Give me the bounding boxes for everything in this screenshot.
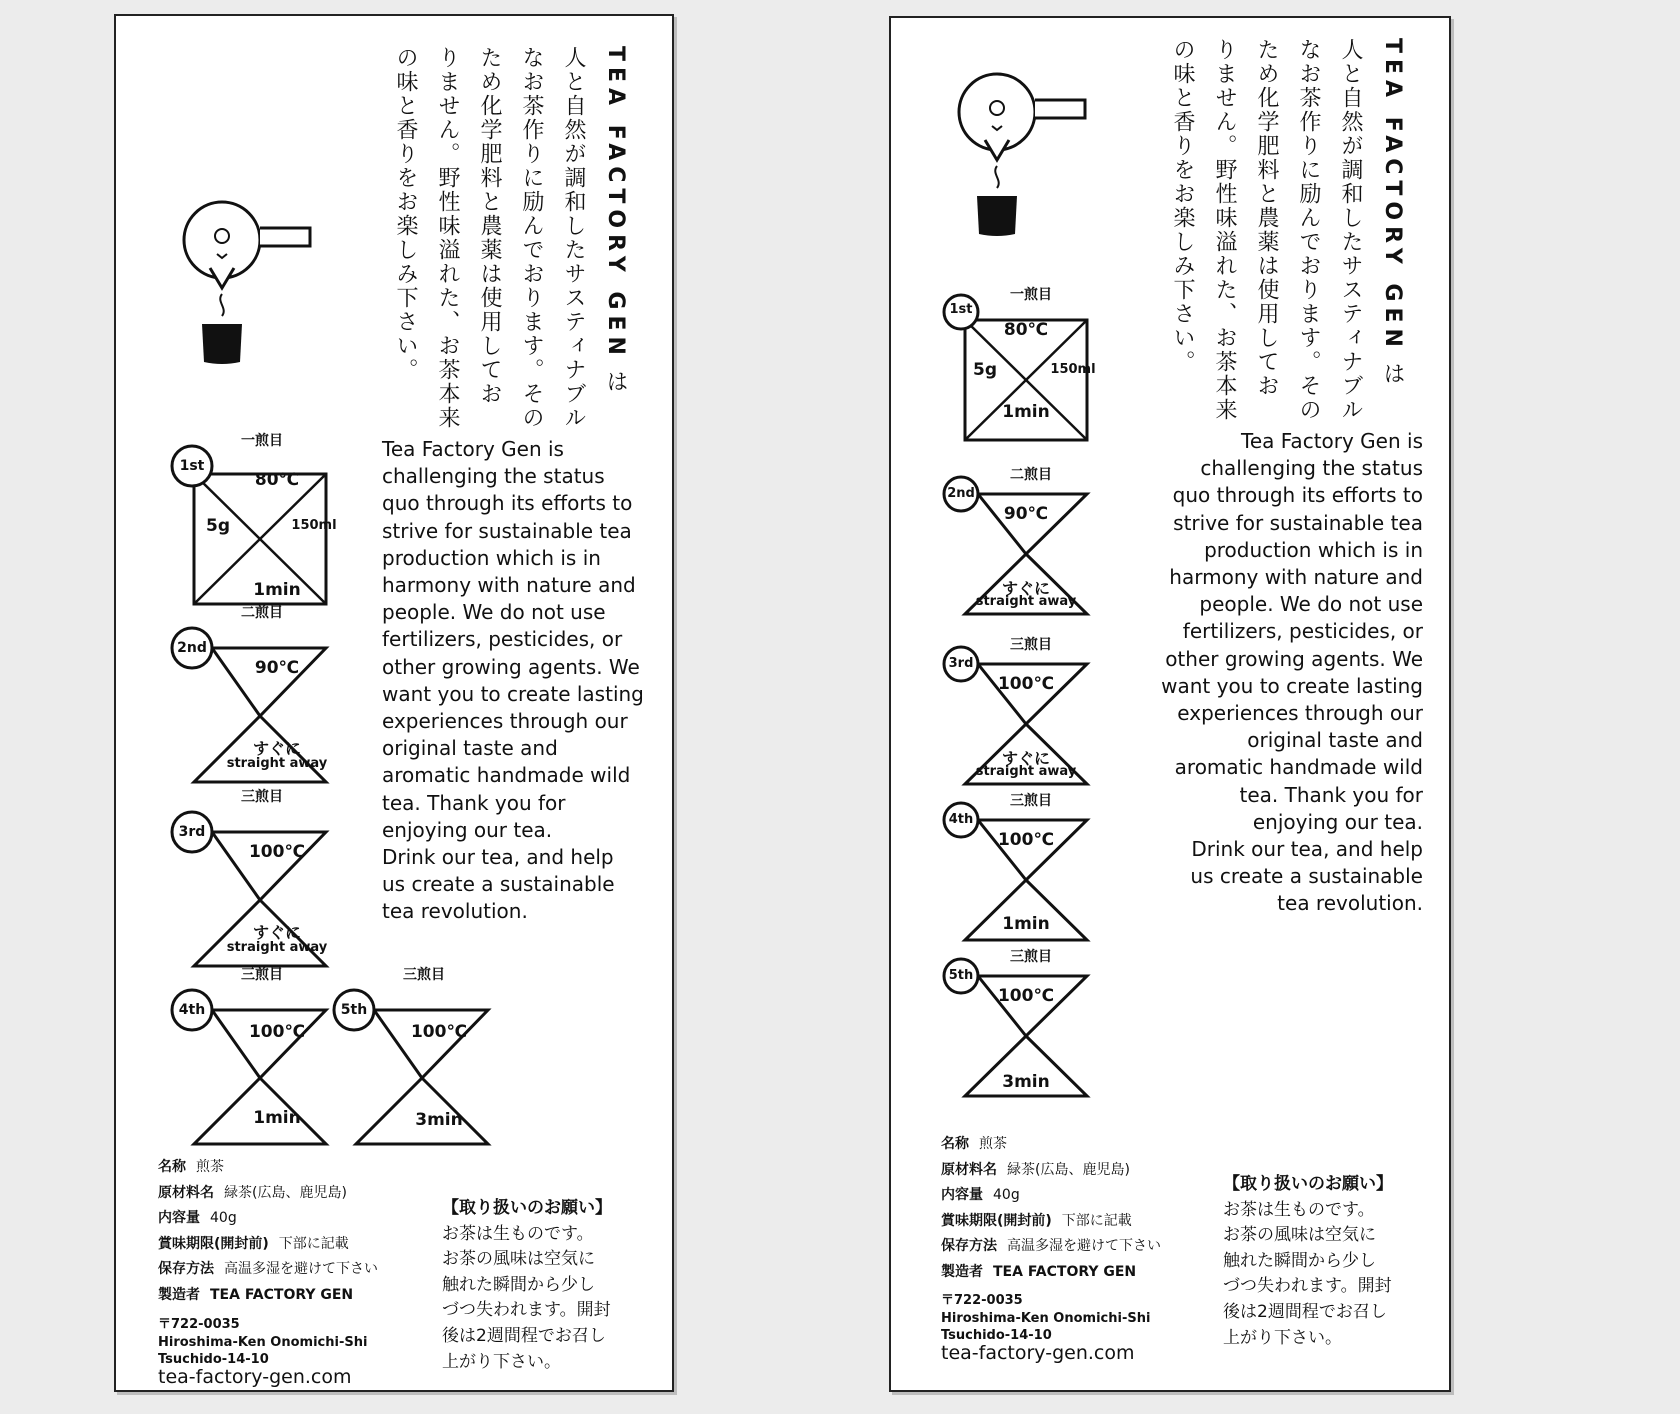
- handling-line: 上がり下さい。: [1223, 1327, 1342, 1348]
- step-infusion-label: 三煎目: [1010, 793, 1052, 809]
- teapot-pouring-icon: [182, 196, 322, 386]
- step-time-en: straight away: [226, 756, 328, 771]
- brew-step-3: [172, 789, 337, 960]
- spec-key: 賞味期限(開封前): [941, 1212, 1052, 1229]
- handling-line: 後は2週間程でお召し: [442, 1325, 606, 1346]
- jp-line: なお茶作りに励んでおります。その: [519, 46, 544, 430]
- step-time-en: straight away: [975, 764, 1077, 779]
- en-line: challenging the status: [1200, 456, 1423, 481]
- label-card-right: [889, 16, 1451, 1392]
- spec-value: 下部に記載: [1061, 1212, 1132, 1229]
- en-line: Drink our tea, and help: [1191, 837, 1423, 862]
- spec-value: TEA FACTORY GEN: [210, 1286, 354, 1303]
- address-zip: 〒722-0035: [941, 1293, 1023, 1308]
- en-line: tea. Thank you for: [1239, 782, 1423, 807]
- handling-line: 触れた瞬間から少し: [442, 1274, 595, 1295]
- teapot-pouring-icon: [957, 68, 1097, 258]
- step-temperature: 100℃: [997, 830, 1055, 850]
- spec-key: 製造者: [941, 1263, 983, 1280]
- address-line: Hiroshima-Ken Onomichi-Shi: [941, 1310, 1151, 1326]
- brew-step-1: [943, 287, 1108, 450]
- spec-key: 保存方法: [158, 1261, 214, 1278]
- spec-value: 下部に記載: [278, 1235, 349, 1252]
- jp-line: ため化学肥料と農薬は使用してお: [477, 46, 502, 406]
- spec-value: TEA FACTORY GEN: [993, 1263, 1137, 1280]
- address-line: Tsuchido-14-10: [941, 1328, 1052, 1343]
- en-line: original taste and: [1247, 728, 1423, 753]
- en-line: strive for sustainable tea: [1173, 510, 1423, 535]
- spec-value: 40g: [210, 1210, 237, 1227]
- brew-step-3: [943, 634, 1108, 794]
- en-line: want you to create lasting: [1161, 673, 1423, 698]
- step-temperature: 100℃: [248, 1022, 306, 1042]
- handling-line: 後は2週間程でお召し: [1223, 1301, 1387, 1322]
- en-line: us create a sustainable: [1190, 864, 1423, 889]
- en-line: Drink our tea, and help: [382, 845, 614, 870]
- en-line: quo through its efforts to: [1172, 483, 1423, 508]
- handling-line: づつ失われます。開封: [442, 1300, 611, 1321]
- step-temperature: 80℃: [254, 470, 300, 490]
- brew-step-5: [943, 946, 1108, 1106]
- step-time: 1min: [253, 1108, 301, 1128]
- en-line: tea revolution.: [382, 899, 528, 924]
- step-time: 1min: [253, 580, 301, 600]
- step-infusion-label: 一煎目: [241, 433, 283, 449]
- en-line: people. We do not use: [382, 600, 606, 625]
- en-line: original taste and: [382, 736, 558, 761]
- step-number: 2nd: [947, 486, 975, 501]
- brew-step-2: [943, 464, 1108, 624]
- handling-line: お茶の風味は空気に: [1223, 1225, 1376, 1246]
- spec-key: 賞味期限(開封前): [158, 1235, 269, 1252]
- spec-key: 名称: [941, 1136, 969, 1152]
- product-spec-list: [941, 1132, 1161, 1286]
- step-number: 3rd: [178, 824, 206, 840]
- spec-key: 原材料名: [158, 1184, 214, 1201]
- en-line: production which is in: [382, 545, 601, 570]
- step-temperature: 90℃: [254, 658, 300, 678]
- step-number: 1st: [949, 302, 973, 317]
- spec-key: 製造者: [158, 1286, 200, 1303]
- jp-line: の味と香りをお楽しみ下さい。: [1170, 38, 1195, 374]
- en-line: Tea Factory Gen is: [382, 437, 564, 461]
- step-infusion-label: 二煎目: [1010, 467, 1052, 483]
- en-intro-text: [1161, 428, 1423, 918]
- step-number: 1st: [179, 458, 205, 474]
- jp-line: ため化学肥料と農薬は使用してお: [1254, 38, 1279, 398]
- step-number: 5th: [340, 1002, 368, 1018]
- step-temperature: 90℃: [1003, 504, 1049, 524]
- step-infusion-label: 三煎目: [403, 967, 445, 983]
- step-volume: 150ml: [291, 518, 337, 533]
- handling-notice: [1223, 1172, 1393, 1351]
- step-infusion-label: 三煎目: [241, 967, 283, 983]
- step-time-jp: すぐに: [1001, 749, 1050, 768]
- en-line: Tea Factory Gen is: [1241, 429, 1423, 453]
- en-line: aromatic handmade wild: [382, 763, 631, 788]
- spec-value: 煎茶: [979, 1136, 1007, 1152]
- en-line: strive for sustainable tea: [382, 518, 632, 543]
- address-line: Hiroshima-Ken Onomichi-Shi: [158, 1334, 368, 1350]
- brand-name: TEA FACTORY GEN: [1380, 38, 1405, 353]
- en-line: challenging the status: [382, 464, 605, 489]
- handling-notice-title: 【取り扱いのお願い】: [1223, 1174, 1393, 1194]
- step-temperature: 100℃: [248, 842, 306, 862]
- step-time-jp: すぐに: [252, 923, 301, 942]
- step-temperature: 100℃: [997, 674, 1055, 694]
- step-time-jp: すぐに: [1001, 579, 1050, 598]
- en-line: other growing agents. We: [1165, 646, 1423, 671]
- label-card-left: [114, 14, 674, 1392]
- address-line: Tsuchido-14-10: [158, 1352, 269, 1367]
- spec-key: 名称: [158, 1159, 186, 1175]
- en-line: experiences through our: [382, 709, 628, 734]
- jp-line: の味と香りをお楽しみ下さい。: [393, 46, 418, 382]
- en-line: other growing agents. We: [382, 654, 640, 679]
- brew-step-4: [172, 967, 337, 1138]
- spec-value: 高温多湿を避けて下さい: [1007, 1238, 1161, 1255]
- step-time: 3min: [1002, 1072, 1050, 1092]
- spec-value: 40g: [993, 1187, 1020, 1204]
- jp-line: なお茶作りに励んでおります。その: [1296, 38, 1321, 422]
- en-line: experiences through our: [1177, 701, 1423, 726]
- step-time: 1min: [1002, 914, 1050, 934]
- step-time-en: straight away: [975, 594, 1077, 609]
- handling-line: 触れた瞬間から少し: [1223, 1250, 1376, 1271]
- product-spec-list: [158, 1155, 378, 1309]
- en-intro-text: [382, 436, 672, 926]
- step-temperature: 100℃: [997, 986, 1055, 1006]
- address: [941, 1292, 1150, 1345]
- en-line: enjoying our tea.: [1252, 809, 1423, 834]
- jp-line: 人と自然が調和したサスティナブル: [1338, 38, 1363, 422]
- handling-line: 上がり下さい。: [442, 1351, 561, 1372]
- en-line: harmony with nature and: [1169, 565, 1423, 590]
- step-number: 5th: [948, 968, 974, 983]
- jp-intro-text: [1161, 38, 1413, 422]
- en-line: production which is in: [1204, 537, 1423, 562]
- spec-value: 高温多湿を避けて下さい: [224, 1261, 378, 1278]
- step-infusion-label: 三煎目: [1010, 637, 1052, 653]
- jp-line: は: [1380, 361, 1405, 386]
- en-line: aromatic handmade wild: [1174, 755, 1423, 780]
- jp-intro-text: [384, 46, 636, 430]
- website-url: tea-factory-gen.com: [941, 1342, 1135, 1364]
- step-infusion-label: 二煎目: [241, 605, 283, 621]
- step-time: 1min: [1002, 402, 1050, 422]
- step-dose: 5g: [206, 516, 230, 536]
- step-time-jp: すぐに: [252, 739, 301, 758]
- brand-name: TEA FACTORY GEN: [603, 46, 628, 361]
- spec-value: 緑茶(広島、鹿児島): [1007, 1161, 1130, 1178]
- step-time-en: straight away: [226, 940, 328, 955]
- step-volume: 150ml: [1050, 362, 1096, 377]
- en-line: enjoying our tea.: [382, 817, 553, 842]
- step-number: 4th: [948, 812, 974, 827]
- handling-notice: [442, 1196, 612, 1375]
- en-line: us create a sustainable: [382, 872, 615, 897]
- step-number: 3rd: [948, 656, 974, 671]
- en-line: people. We do not use: [1199, 592, 1423, 617]
- brew-step-1: [172, 430, 337, 600]
- step-number: 2nd: [177, 640, 207, 656]
- en-line: fertilizers, pesticides, or: [1182, 619, 1423, 644]
- jp-line: りません。野性味溢れた、お茶本来: [435, 46, 460, 430]
- en-line: tea. Thank you for: [382, 790, 566, 815]
- handling-line: お茶は生ものです。: [442, 1223, 594, 1244]
- jp-line: は: [603, 369, 628, 394]
- step-number: 4th: [178, 1002, 206, 1018]
- spec-value: 緑茶(広島、鹿児島): [224, 1184, 347, 1201]
- en-line: harmony with nature and: [382, 573, 636, 598]
- step-temperature: 80℃: [1003, 320, 1049, 340]
- spec-key: 内容量: [158, 1210, 200, 1227]
- spec-key: 原材料名: [941, 1161, 997, 1178]
- spec-key: 内容量: [941, 1187, 983, 1204]
- jp-line: りません。野性味溢れた、お茶本来: [1212, 38, 1237, 422]
- handling-line: づつ失われます。開封: [1223, 1276, 1392, 1297]
- en-line: want you to create lasting: [382, 681, 644, 706]
- address-zip: 〒722-0035: [158, 1317, 240, 1332]
- en-line: quo through its efforts to: [382, 491, 633, 516]
- handling-line: お茶の風味は空気に: [442, 1249, 595, 1270]
- spec-key: 保存方法: [941, 1238, 997, 1255]
- address: [158, 1316, 367, 1369]
- en-line: tea revolution.: [1277, 891, 1423, 916]
- brew-step-2: [172, 605, 337, 776]
- jp-line: 人と自然が調和したサスティナブル: [561, 46, 586, 430]
- step-infusion-label: 三煎目: [241, 789, 283, 805]
- step-time: 3min: [415, 1110, 463, 1130]
- brew-step-5: [334, 967, 499, 1138]
- handling-notice-title: 【取り扱いのお願い】: [442, 1198, 612, 1218]
- step-infusion-label: 三煎目: [1010, 949, 1052, 965]
- brew-step-4: [943, 790, 1108, 950]
- step-temperature: 100℃: [410, 1022, 468, 1042]
- en-line: fertilizers, pesticides, or: [382, 627, 623, 652]
- spec-value: 煎茶: [196, 1159, 224, 1175]
- website-url: tea-factory-gen.com: [158, 1366, 352, 1388]
- step-dose: 5g: [973, 360, 997, 380]
- step-infusion-label: 一煎目: [1010, 287, 1052, 303]
- handling-line: お茶は生ものです。: [1223, 1199, 1375, 1220]
